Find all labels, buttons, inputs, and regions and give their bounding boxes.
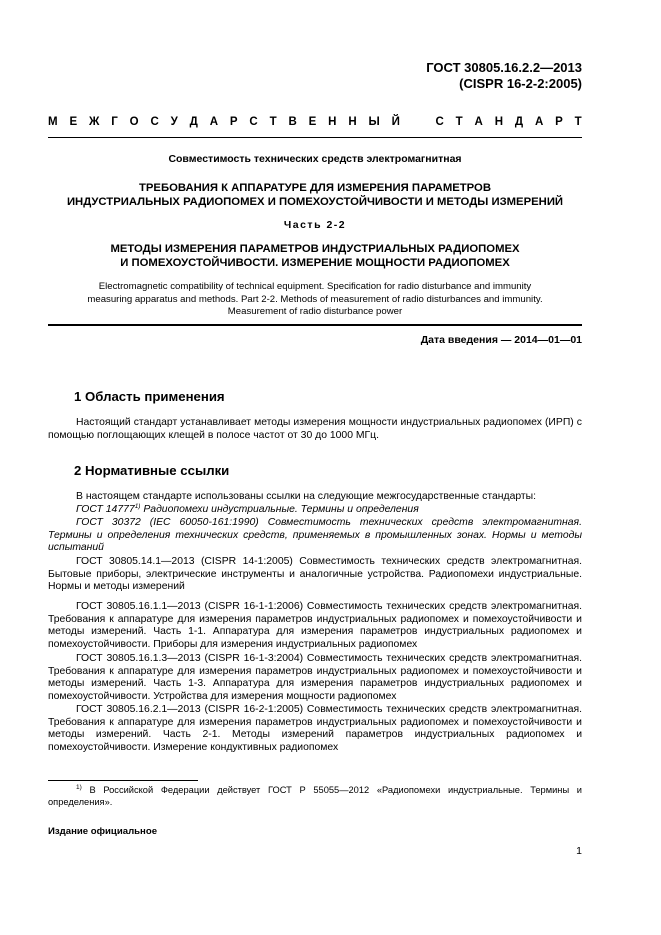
reference-item: ГОСТ 30805.16.1.1—2013 (CISPR 16-1-1:2006) Совместимость технических средств электромагнитная. Требования к аппаратуре для измерения параметров индустриальных радиопомех и помехоустойчивости и методы измерений. Часть 1-1. Аппаратура для измерения параметров индустриальных радиопомех и помехоустойчивости. Приборы для измерения индустриальных радиопомех xyxy=(48,601,582,650)
part-title-line: МЕТОДЫ ИЗМЕРЕНИЯ ПАРАМЕТРОВ ИНДУСТРИАЛЬНЫХ РАДИОПОМЕХ xyxy=(110,243,520,255)
standard-type-letter: А xyxy=(209,116,219,128)
standard-type-letter: Ж xyxy=(88,116,100,128)
standard-type-letter: С xyxy=(150,116,159,128)
document-main-title xyxy=(48,181,582,209)
section-1-heading: 1 Область применения xyxy=(74,389,225,404)
footnote-divider xyxy=(48,780,198,781)
standard-type-letter: Н xyxy=(494,116,504,128)
standard-type-heading xyxy=(48,116,582,128)
reference-code: ГОСТ 14777 xyxy=(76,504,135,515)
introduction-date: Дата введения — 2014—01—01 xyxy=(420,334,582,346)
standard-type-letter: У xyxy=(170,116,178,128)
part-title-line: И ПОМЕХОУСТОЙЧИВОСТИ. ИЗМЕРЕНИЕ МОЩНОСТИ РАДИОПОМЕХ xyxy=(120,257,510,269)
reference-item: ГОСТ 30372 (IEC 60050-161:1990) Совместимость технических средств электромагнитная. Термины и определения технических средств, применяемых в промышленных зонах. Нормы и методы испытаний xyxy=(48,517,582,554)
top-divider xyxy=(48,137,582,138)
official-edition-label: Издание официальное xyxy=(48,826,158,837)
standard-type-letter: Д xyxy=(514,116,524,128)
footnote-text: В Российской Федерации действует ГОСТ Р 55055—2012 «Радиопомехи индустриальные. Термины и определения». xyxy=(48,785,582,807)
page-number: 1 xyxy=(576,845,582,857)
standard-type-letter: С xyxy=(249,116,258,128)
main-title-line: ТРЕБОВАНИЯ К АППАРАТУРЕ ДЛЯ ИЗМЕРЕНИЯ ПАРАМЕТРОВ xyxy=(138,182,492,194)
cispr-number: (CISPR 16-2-2:2005) xyxy=(459,76,582,91)
footnote-ref: 1) xyxy=(134,503,141,510)
standard-type-letter: О xyxy=(129,116,139,128)
reference-item xyxy=(48,504,582,517)
gost-number: ГОСТ 30805.16.2.2—2013 xyxy=(426,60,582,75)
standard-type-letter: Г xyxy=(111,116,118,128)
part-title xyxy=(48,242,582,270)
gost-code-block xyxy=(426,60,582,92)
standard-type-letter: Е xyxy=(308,116,317,128)
title-divider xyxy=(48,324,582,326)
standard-type-letter: А xyxy=(474,116,483,128)
standard-type-letter: Й xyxy=(391,116,400,128)
main-title-line: ИНДУСТРИАЛЬНЫХ РАДИОПОМЕХ И ПОМЕХОУСТОЙЧИВОСТИ И МЕТОДЫ ИЗМЕРЕНИЙ xyxy=(66,196,564,208)
reference-title: Радиопомехи индустриальные. Термины и определения xyxy=(140,504,419,515)
english-title-line: Electromagnetic compatibility of technical equipment. Specification for radio disturbance and immunity xyxy=(98,281,532,292)
document-subtitle: Совместимость технических средств электромагнитная xyxy=(168,153,462,165)
part-label: Часть 2-2 xyxy=(283,219,347,231)
standard-type-letter: М xyxy=(48,116,58,128)
reference-item: ГОСТ 30805.16.2.1—2013 (CISPR 16-2-1:2005) Совместимость технических средств электромагнитная. Требования к аппаратуре для измерения параметров индустриальных радиопомех и помехоустойчивости и методы измерений. Часть 2-1. Методы измерений параметров индустриальных радиопомех и помехоустойчивости. Измерение кондуктивных радиопомех xyxy=(48,704,582,753)
standard-type-letter: В xyxy=(288,116,297,128)
reference-item: ГОСТ 30805.14.1—2013 (CISPR 14-1:2005) Совместимость технических средств электромагнитная. Бытовые приборы, электрические инструменты и аналогичные устройства. Радиопомехи индустриальные. Нормы и методы измерений xyxy=(48,556,582,593)
english-title-line: measuring apparatus and methods. Part 2-2. Methods of measurement of radio disturbances and immunity. xyxy=(87,293,543,305)
standard-type-letter: Т xyxy=(455,116,463,128)
standard-type-letter: Р xyxy=(555,116,563,128)
standard-type-letter: Д xyxy=(189,116,198,128)
footnote-marker: 1) xyxy=(76,784,82,791)
standard-type-letter: Н xyxy=(328,116,337,128)
section-2-heading: 2 Нормативные ссылки xyxy=(74,463,230,478)
section-2-intro: В настоящем стандарте использованы ссылки на следующие межгосударственные стандарты: xyxy=(76,491,537,502)
footnote xyxy=(48,784,582,808)
section-1-text: Настоящий стандарт устанавливает методы измерения мощности индустриальных радиопомех (ИРП) с помощью поглощающих клещей в полосе частот от 30 до 1000 МГц. xyxy=(48,417,582,441)
standard-type-letter: Н xyxy=(348,116,357,128)
standard-type-letter: Ы xyxy=(368,116,380,128)
standard-type-letter: Т xyxy=(269,116,277,128)
standard-type-letter: Т xyxy=(574,116,582,128)
english-title xyxy=(48,281,582,319)
english-title-line: Measurement of radio disturbance power xyxy=(227,306,403,317)
standard-type-letter: А xyxy=(534,116,544,128)
reference-item: ГОСТ 30805.16.1.3—2013 (CISPR 16-1-3:2004) Совместимость технических средств электромагнитная. Требования к аппаратуре для измерения параметров индустриальных радиопомех и помехоустойчивости и методы измерений. Часть 1-3. Аппаратура для измерения параметров индустриальных радиопомех и помехоустойчивости. Устройства для измерения мощности радиопомех xyxy=(48,653,582,702)
standard-type-letter: С xyxy=(435,116,444,128)
standard-type-letter: Е xyxy=(69,116,78,128)
standard-type-letter: Р xyxy=(229,116,238,128)
